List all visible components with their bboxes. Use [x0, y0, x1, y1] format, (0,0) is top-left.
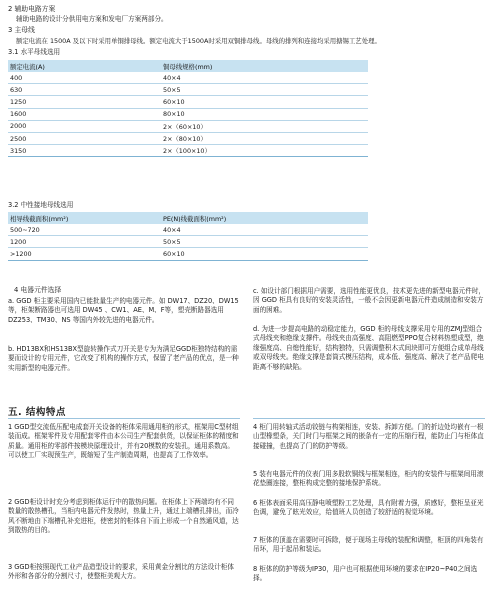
- table-cell: 80×10: [161, 108, 368, 120]
- table-row: [8, 84, 368, 96]
- section-2-heading: 2 辅助电路方案: [8, 5, 56, 13]
- section-4-item-c: c. 如设计部门根据用户需要，选用性能更优良，技术更先进的新型电器元件时，因 GGD 柜具有良好的安装灵活性，一般不会因更新电器元件造成制造和安装方面的困难。: [253, 287, 486, 314]
- table-row: [8, 236, 368, 248]
- table-cell: 60×10: [161, 248, 368, 260]
- table-cell: 2×（60×10）: [161, 120, 368, 132]
- section-4-heading: 4 电器元件选择: [14, 286, 62, 294]
- section-4-item-a: a. GGD 柜主要采用国内已能批量生产的电器元件。如 DW17、DZ20、DW15等，柜架断路器也可选用 DW45 、CW1、AE、M、F等，塑壳断路器选用 DZ253、TM30、NS 等国内外较先进的电器元件。: [8, 297, 239, 324]
- table-32-title: 3.2 中性接地母线选用: [8, 201, 74, 209]
- table-row: [8, 96, 368, 108]
- table-cell: 1600: [8, 108, 161, 120]
- feature-item-7: 7 柜体的顶盖在需要时可拆除，便于现场主母线的装配和调整，柜顶的四角装有吊环，用于起吊和装运。: [253, 536, 484, 554]
- table-cell: 2×（80×10）: [161, 132, 368, 144]
- table-cell: 500~720: [8, 224, 161, 236]
- table-row: [8, 108, 368, 120]
- table-row: [8, 132, 368, 144]
- header-rated-current: 额定电流(A): [8, 60, 161, 72]
- table-cell: 2000: [8, 120, 161, 132]
- table-row: [8, 72, 368, 84]
- feature-item-5: 5 装有电器元件的仪表门用多股软铜线与框架相连，柜内的安装件与框架间用滚花垫圈连接，整柜构成完整的接地保护系统。: [253, 470, 484, 488]
- busbar-table: [8, 60, 368, 157]
- feature-item-1: 1 GGD型交流低压配电成套开关设备的柜体采用通用柜的形式，框架用C型材组装而成。框架零件及专用配套零件由本公司生产配套供货，以保证柜体的精度和质量。通用柜的零部件按模块原理设计，并有20模数的安装孔，通用系数高。可以使工厂实现预生产，既缩短了生产制造周期，也提高了工作效率。: [8, 423, 239, 460]
- table-cell: 630: [8, 84, 161, 96]
- feature-item-3: 3 GGD柜按照现代工业产品造型设计的要求，采用黄金分割比的方法设计柜体外形和各部分的分割尺寸，使整柜美观大方。: [8, 563, 234, 581]
- section-4-item-d: d. 为进一步提高电路的动稳定能力，GGD 柜的母线支撑采用专用的ZMJ型组合式母线夹和绝缘支撑件。母线夹由高强度、高阻燃型PPO复合材料热塑成型，绝缘强度高、自熄性能好，结构独特，只需调整积木式间块即可方便组合成单母线或双母线夹。绝缘支撑是套筒式模压结构，成本低、强度高、解决了老产品爬电距离不够的缺陷。: [253, 325, 484, 371]
- table-cell: >1200: [8, 248, 161, 260]
- table-cell: 40×4: [161, 72, 368, 84]
- feature-item-4: 4 柜门用转轴式活动铰链与构架相连，安装、拆卸方便。门的折边处均嵌有一根山型橡塑条，关门时门与框架之间的嵌条有一定的压缩行程，能防止门与柜体直接碰撞，也提高了门的防护等级。: [253, 423, 484, 450]
- table-row: [8, 224, 368, 236]
- table-row: [8, 120, 368, 132]
- section-5-heading: 五. 结构特点: [8, 407, 66, 418]
- table-row: [8, 248, 368, 260]
- section-2-body: 辅助电路的设计分供用电方案和发电厂方案两部分。: [16, 15, 168, 23]
- table-cell: 60×10: [161, 96, 368, 108]
- table-header-row: [8, 212, 368, 224]
- neutral-busbar-table: [8, 212, 368, 261]
- table-cell: 2×（100×10）: [161, 145, 368, 157]
- table-cell: 400: [8, 72, 161, 84]
- header-pe-area: PE(N)线截面积(mm²): [161, 212, 368, 224]
- table-31-title: 3.1 水平母线选用: [8, 48, 61, 56]
- divider: [253, 418, 485, 419]
- section-4-item-b: b. HD13BX和HS13BX型旋转操作式刀开关是专为为满足GGD柜独特结构的需要而设计的专用元件，它改变了机构的操作方式，保留了老产品的优点，是一种实用新型的电器元件。: [8, 345, 239, 372]
- header-copper-spec: 铜母线规格(mm): [161, 60, 368, 72]
- table-cell: 40×4: [161, 224, 368, 236]
- table-cell: 1200: [8, 236, 161, 248]
- feature-item-8: 8 柜体的防护等级为IP30，用户也可根据使用环境的要求在IP20~P40之间选择。: [253, 565, 478, 583]
- table-header-row: [8, 60, 368, 72]
- table-cell: 2500: [8, 132, 161, 144]
- section-3-body: 额定电流在 1500A 及以下时采用单铜排母线。额定电流大于1500A时采用双铜排母线。母线的排列和连接均采用搪锡工艺处理。: [16, 37, 381, 45]
- section-3-heading: 3 主母线: [8, 26, 35, 34]
- feature-item-6: 6 柜体表面采用高压静电喷塑粉工艺处理，具有附着力强，质感好，整柜呈亚光色调，避免了眩光效应，给值班人员创造了较舒适的视觉环境。: [253, 499, 484, 517]
- table-cell: 1250: [8, 96, 161, 108]
- table-row: [8, 145, 368, 157]
- table-cell: 50×5: [161, 84, 368, 96]
- feature-item-2: 2 GGD柜设计时充分考虑到柜体运行中的散热问题。在柜体上下两端均有不同数量的散热槽孔，当柜内电器元件发热时，热量上升，通过上端槽孔排出，而冷风不断地由下端槽孔补充进柜，使密封的柜体自下而上形成一个自然通风道，达到散热的目的。: [8, 498, 239, 535]
- table-cell: 50×5: [161, 236, 368, 248]
- header-phase-area: 相导线截面积(mm²): [8, 212, 161, 224]
- table-cell: 3150: [8, 145, 161, 157]
- divider: [8, 418, 240, 419]
